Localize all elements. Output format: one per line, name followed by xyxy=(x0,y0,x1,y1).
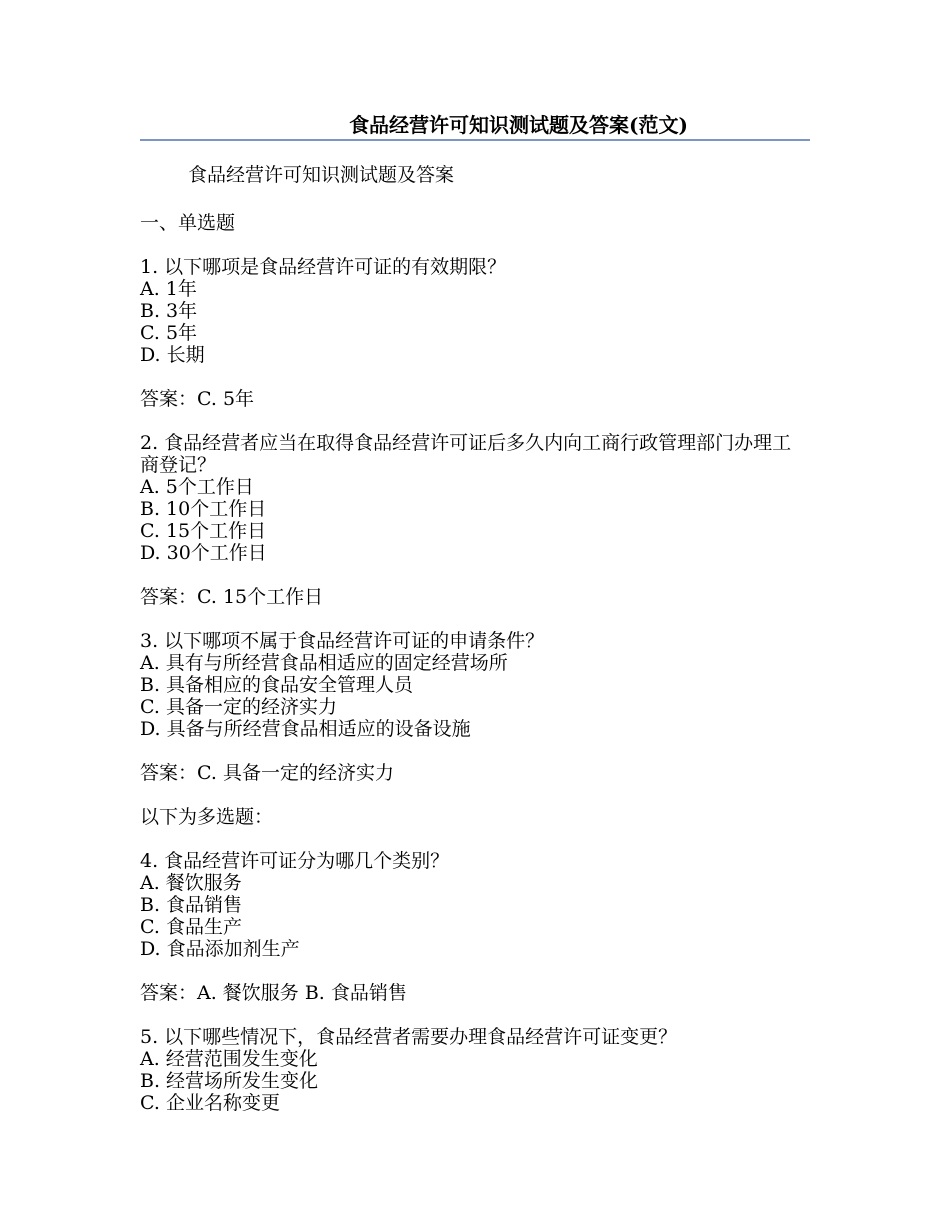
q3-option-c: C. 具备一定的经济实力 xyxy=(140,696,337,718)
q3-option-b: B. 具备相应的食品安全管理人员 xyxy=(140,674,414,696)
q4-option-d: D. 食品添加剂生产 xyxy=(140,938,300,960)
document-subtitle: 食品经营许可知识测试题及答案 xyxy=(188,164,455,186)
q4-option-a: A. 餐饮服务 xyxy=(140,872,242,894)
q1-answer: 答案：C. 5年 xyxy=(140,388,255,410)
question-3: 3. 以下哪项不属于食品经营许可证的申请条件？ xyxy=(140,630,545,652)
q4-option-c: C. 食品生产 xyxy=(140,916,242,938)
q5-option-b: B. 经营场所发生变化 xyxy=(140,1070,319,1092)
title-divider xyxy=(140,139,810,141)
question-4: 4. 食品经营许可证分为哪几个类别？ xyxy=(140,850,450,872)
q2-answer: 答案：C. 15个工作日 xyxy=(140,586,324,608)
q3-option-a: A. 具有与所经营食品相适应的固定经营场所 xyxy=(140,652,508,674)
q2-option-c: C. 15个工作日 xyxy=(140,520,267,542)
document-body xyxy=(140,160,810,1114)
q1-option-b: B. 3年 xyxy=(140,300,198,322)
q2-option-d: D. 30个工作日 xyxy=(140,542,267,564)
question-5: 5. 以下哪些情况下，食品经营者需要办理食品经营许可证变更？ xyxy=(140,1026,678,1048)
q2-option-b: B. 10个工作日 xyxy=(140,498,267,520)
question-1: 1. 以下哪项是食品经营许可证的有效期限？ xyxy=(140,256,507,278)
q2-option-a: A. 5个工作日 xyxy=(140,476,254,498)
q4-option-b: B. 食品销售 xyxy=(140,894,243,916)
q1-option-a: A. 1年 xyxy=(140,278,197,300)
question-2: 2. 食品经营者应当在取得食品经营许可证后多久内向工商行政管理部门办理工商登记？ xyxy=(140,432,792,476)
q5-option-a: A. 经营范围发生变化 xyxy=(140,1048,318,1070)
q1-option-c: C. 5年 xyxy=(140,322,198,344)
q1-option-d: D. 长期 xyxy=(140,344,205,366)
q4-answer: 答案：A. 餐饮服务 B. 食品销售 xyxy=(140,982,407,1004)
q3-answer: 答案：C. 具备一定的经济实力 xyxy=(140,762,394,784)
section-heading-single: 一、单选题 xyxy=(140,212,236,234)
q5-option-c: C. 企业名称变更 xyxy=(140,1092,280,1114)
document-title: 食品经营许可知识测试题及答案(范文) xyxy=(349,113,688,137)
q3-option-d: D. 具备与所经营食品相适应的设备设施 xyxy=(140,718,471,740)
section-heading-multi: 以下为多选题： xyxy=(140,806,274,828)
